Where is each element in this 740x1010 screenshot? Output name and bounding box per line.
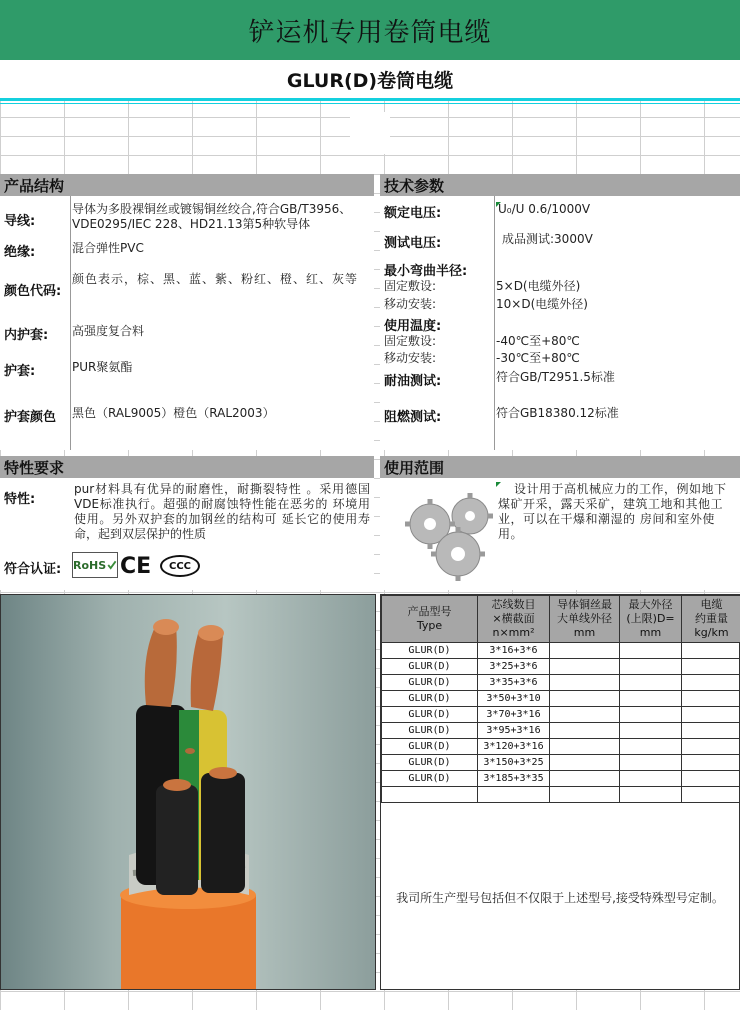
sheath-color-value: 黑色（RAL9005）橙色（RAL2003）	[72, 406, 275, 420]
insulation-value: 混合弹性PVC	[72, 241, 144, 255]
sheath-value: PUR聚氨酯	[72, 360, 133, 374]
table-cell	[682, 691, 740, 707]
cores-header: 芯线数目 ×横截面 n×mm²	[478, 596, 550, 643]
table-cell: GLUR(D)	[382, 659, 478, 675]
table-cell	[620, 739, 682, 755]
table-cell: 3*70+3*16	[478, 707, 550, 723]
test-voltage-value: 成品测试:3000V	[502, 232, 593, 246]
bend-fixed-value: 5×D(电缆外径)	[496, 279, 581, 293]
usage-text: 设计用于高机械应力的工作，例如地下煤矿开采，露天采矿，建筑工地和其他工业，可以在干爆和潮湿的 房间和室外使用。	[496, 482, 736, 542]
table-cell	[550, 643, 620, 659]
table-cell: 3*35+3*6	[478, 675, 550, 691]
table-cell: 3*50+3*10	[478, 691, 550, 707]
table-cell	[550, 691, 620, 707]
max-diameter-header: 最大外径 (上限)D= mm	[620, 596, 682, 643]
table-row	[382, 691, 740, 707]
table-cell	[682, 771, 740, 787]
table-cell	[550, 771, 620, 787]
table-cell	[682, 787, 740, 803]
temp-mobile-label: 移动安装:	[384, 351, 437, 365]
rohs-logo-text: RoHS	[73, 558, 107, 572]
table-cell: GLUR(D)	[382, 739, 478, 755]
table-cell	[478, 787, 550, 803]
table-row	[382, 707, 740, 723]
table-row	[382, 755, 740, 771]
table-cell	[620, 787, 682, 803]
table-row	[382, 659, 740, 675]
table-row	[382, 771, 740, 787]
strand-diameter-header: 导体铜丝最 大单线外径 mm	[550, 596, 620, 643]
temperature-label: 使用温度:	[384, 319, 442, 334]
table-cell	[682, 643, 740, 659]
temp-fixed-label: 固定敷设:	[384, 334, 437, 348]
product-subtitle: GLUR(D)卷筒电缆	[0, 60, 740, 98]
table-cell: 3*150+3*25	[478, 755, 550, 771]
inner-sheath-label: 内护套:	[4, 328, 49, 343]
sheath-color-label: 护套颜色	[4, 410, 57, 425]
table-cell: 3*16+3*6	[478, 643, 550, 659]
table-cell	[682, 739, 740, 755]
features-panel	[0, 456, 374, 590]
table-cell	[682, 675, 740, 691]
sheath-label: 护套:	[4, 364, 36, 379]
temp-mobile-value: -30℃至+80℃	[496, 351, 580, 365]
table-cell: GLUR(D)	[382, 675, 478, 691]
table-cell: GLUR(D)	[382, 707, 478, 723]
banner-title: 铲运机专用卷筒电缆	[0, 0, 740, 60]
structure-panel	[0, 174, 374, 450]
custom-model-note: 我司所生产型号包括但不仅限于上述型号,接受特殊型号定制。	[396, 891, 724, 905]
check-icon	[107, 557, 117, 573]
table-cell	[682, 755, 740, 771]
temp-fixed-value: -40℃至+80℃	[496, 334, 580, 348]
conductor-label: 导线:	[4, 214, 36, 229]
structure-column-divider	[70, 196, 71, 450]
spec-table-panel	[380, 594, 740, 990]
table-cell	[682, 707, 740, 723]
insulation-label: 绝缘:	[4, 245, 36, 260]
table-row	[382, 739, 740, 755]
table-cell	[550, 707, 620, 723]
table-cell	[620, 723, 682, 739]
table-cell	[382, 787, 478, 803]
table-cell	[550, 723, 620, 739]
cable-photo	[0, 594, 376, 990]
features-label: 特性:	[4, 492, 36, 507]
table-cell	[620, 755, 682, 771]
bend-radius-label: 最小弯曲半径:	[384, 264, 468, 279]
table-cell: GLUR(D)	[382, 755, 478, 771]
bend-fixed-label: 固定敷设:	[384, 279, 437, 293]
table-cell: GLUR(D)	[382, 643, 478, 659]
structure-header: 产品结构	[0, 174, 374, 196]
table-row	[382, 675, 740, 691]
table-cell	[620, 707, 682, 723]
color-code-value: 颜色表示，棕、黑、蓝、紫、粉红、橙、红、灰等	[72, 272, 359, 286]
conductor-value: 导体为多股裸铜丝或镀锡铜丝绞合,符合GB/T3956、VDE0295/IEC 228、HD21.13第5种软导体	[72, 202, 352, 231]
table-cell: 3*25+3*6	[478, 659, 550, 675]
spec-table-header-row	[382, 596, 740, 643]
cable-illustration	[1, 595, 376, 990]
table-cell	[550, 739, 620, 755]
usage-header: 使用范围	[380, 456, 740, 478]
table-cell	[682, 659, 740, 675]
accent-divider-thin	[0, 103, 740, 104]
table-cell	[550, 675, 620, 691]
rohs-logo	[72, 552, 118, 578]
rated-voltage-value: U₀/U 0.6/1000V	[498, 202, 591, 216]
blank-cell	[350, 112, 390, 154]
ce-mark: CE	[120, 554, 152, 579]
color-code-label: 颜色代码:	[4, 284, 62, 299]
table-cell: 3*120+3*16	[478, 739, 550, 755]
table-cell	[550, 755, 620, 771]
spec-table	[381, 595, 740, 803]
ccc-mark: CCC	[160, 555, 200, 577]
features-text: pur材料具有优异的耐磨性，耐撕裂特性 。采用德国 VDE标准执行。超强的耐腐蚀特性能在恶劣的 环境用 使用。另外双护套的加钢丝的结构可 延长它的使用寿命，起到双层保护的性质	[74, 482, 370, 541]
table-row	[382, 787, 740, 803]
table-cell	[620, 659, 682, 675]
oil-test-label: 耐油测试:	[384, 374, 442, 389]
table-cell: GLUR(D)	[382, 723, 478, 739]
table-cell	[620, 771, 682, 787]
table-cell	[682, 723, 740, 739]
table-cell: GLUR(D)	[382, 691, 478, 707]
table-cell	[620, 643, 682, 659]
table-cell	[550, 787, 620, 803]
bend-mobile-label: 移动安装:	[384, 297, 437, 311]
inner-sheath-value: 高强度复合料	[72, 324, 145, 338]
technical-column-divider	[494, 196, 495, 450]
table-cell	[620, 691, 682, 707]
bend-mobile-value: 10×D(电缆外径)	[496, 297, 588, 311]
oil-test-value: 符合GB/T2951.5标准	[496, 370, 615, 384]
table-cell: 3*185+3*35	[478, 771, 550, 787]
flame-test-label: 阻燃测试:	[384, 410, 442, 425]
table-row	[382, 723, 740, 739]
table-cell	[550, 659, 620, 675]
features-header: 特性要求	[0, 456, 374, 478]
type-header: 产品型号 Type	[382, 596, 478, 643]
test-voltage-label: 测试电压:	[384, 236, 442, 251]
rated-voltage-label: 额定电压:	[384, 206, 442, 221]
weight-header: 电缆 约重量 kg/km	[682, 596, 740, 643]
table-cell: 3*95+3*16	[478, 723, 550, 739]
table-cell: GLUR(D)	[382, 771, 478, 787]
gears-icon	[400, 486, 500, 586]
usage-panel	[380, 456, 740, 590]
flame-test-value: 符合GB18380.12标准	[496, 406, 619, 420]
technical-panel	[380, 174, 740, 450]
table-cell	[620, 675, 682, 691]
accent-divider	[0, 98, 740, 101]
technical-header: 技术参数	[380, 174, 740, 196]
table-row	[382, 643, 740, 659]
certification-label: 符合认证:	[4, 562, 62, 577]
